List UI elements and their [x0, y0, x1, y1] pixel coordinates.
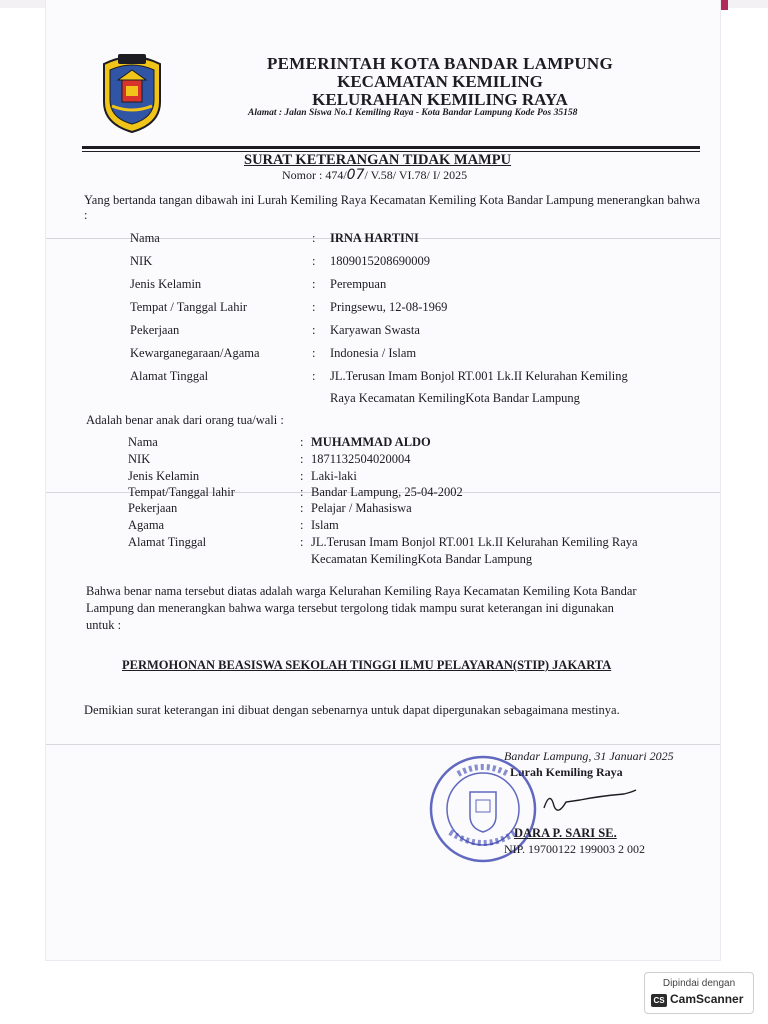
watermark-line-1: Dipindai dengan	[662, 978, 736, 989]
colon: :	[312, 254, 316, 268]
person-label: Pekerjaan	[130, 323, 180, 337]
person-value: Indonesia / Islam	[330, 346, 417, 360]
person-label: NIK	[130, 254, 153, 268]
person-value: Perempuan	[330, 277, 387, 291]
child-label: Nama	[128, 435, 158, 449]
person-label: Tempat / Tanggal Lahir	[130, 300, 248, 314]
purpose-heading: PERMOHONAN BEASISWA SEKOLAH TINGGI ILMU PELAYARAN(STIP) JAKARTA	[122, 658, 612, 672]
colon: :	[312, 231, 316, 245]
signature-name: DARA P. SARI SE.	[514, 826, 617, 840]
header-line-1: PEMERINTAH KOTA BANDAR LAMPUNG	[266, 54, 613, 73]
camscanner-logo-icon: CS	[651, 994, 667, 1007]
person-label: Kewarganegaraan/Agama	[130, 346, 260, 360]
letter-number	[282, 167, 467, 183]
child-value: JL.Terusan Imam Bonjol RT.001 Lk.II Kelurahan Kemiling Raya	[311, 535, 638, 549]
colon: :	[312, 369, 316, 383]
parent-intro: Adalah benar anak dari orang tua/wali :	[86, 413, 284, 427]
child-value: Laki-laki	[311, 469, 357, 483]
child-value: MUHAMMAD ALDO	[311, 435, 431, 449]
person-label: Jenis Kelamin	[130, 277, 202, 291]
colon: :	[300, 469, 304, 483]
colon: :	[300, 435, 304, 449]
intro-paragraph: Yang bertanda tangan dibawah ini Lurah Kemiling Raya Kecamatan Kemiling Kota Bandar Lampung menerangkan bahwa :	[84, 193, 700, 222]
child-label: NIK	[128, 452, 151, 466]
paper-fold-line	[46, 744, 720, 745]
person-value: 1809015208690009	[330, 254, 430, 268]
handwritten-signature-icon	[540, 780, 640, 820]
child-label: Tempat/Tanggal lahir	[128, 485, 235, 499]
person-value: Karyawan Swasta	[330, 323, 420, 337]
child-value: Pelajar / Mahasiswa	[311, 501, 412, 515]
camscanner-watermark	[644, 972, 754, 1014]
child-value: 1871132504020004	[311, 452, 411, 466]
signature-nip: NIP. 19700122 199003 2 002	[504, 842, 646, 856]
closing-paragraph: Demikian surat keterangan ini dibuat dengan sebenarnya untuk dapat dipergunakan sebagaimana mestinya.	[84, 703, 620, 717]
signature-place-date: Bandar Lampung, 31 Januari 2025	[504, 749, 674, 763]
header-line-3: KELURAHAN KEMILING RAYA	[312, 90, 568, 109]
colon: :	[300, 452, 304, 466]
watermark-line-2: CamScanner	[670, 992, 744, 1006]
nomor-suffix: / V.58/ VI.78/ I/ 2025	[364, 168, 468, 182]
child-label: Alamat Tinggal	[128, 535, 207, 549]
nomor-handwritten: 07	[346, 167, 365, 183]
colon: :	[300, 501, 304, 515]
letter-title: SURAT KETERANGAN TIDAK MAMPU	[244, 152, 512, 168]
child-value: Bandar Lampung, 25-04-2002	[311, 485, 463, 499]
child-label: Pekerjaan	[128, 501, 178, 515]
colon: :	[312, 277, 316, 291]
child-label: Agama	[128, 518, 165, 532]
colon: :	[312, 346, 316, 360]
signature-position: Lurah Kemiling Raya	[510, 765, 623, 779]
colon: :	[300, 518, 304, 532]
person-value-cont: Raya Kecamatan KemilingKota Bandar Lampung	[330, 391, 580, 405]
person-label: Nama	[130, 231, 160, 245]
child-value-cont: Kecamatan KemilingKota Bandar Lampung	[311, 552, 533, 566]
header-line-2: KECAMATAN KEMILING	[337, 72, 543, 91]
statement-line-3: untuk :	[86, 618, 122, 632]
header-address: Alamat : Jalan Siswa No.1 Kemiling Raya - Kota Bandar Lampung Kode Pos 35158	[248, 108, 578, 118]
nomor-prefix: Nomor : 474/	[282, 168, 347, 182]
person-value: Pringsewu, 12-08-1969	[330, 300, 448, 314]
person-value: IRNA HARTINI	[330, 231, 419, 245]
person-value: JL.Terusan Imam Bonjol RT.001 Lk.II Kelurahan Kemiling	[330, 369, 628, 383]
header-rule-thick	[82, 146, 700, 149]
child-label: Jenis Kelamin	[128, 469, 200, 483]
colon: :	[300, 535, 304, 549]
colon: :	[300, 485, 304, 499]
statement-line-2: Lampung dan menerangkan bahwa warga tersebut tergolong tidak mampu surat keterangan ini digunakan	[86, 601, 614, 615]
statement-line-1: Bahwa benar nama tersebut diatas adalah warga Kelurahan Kemiling Raya Kecamatan Kemiling Kota Bandar	[86, 584, 637, 598]
colon: :	[312, 323, 316, 337]
colon: :	[312, 300, 316, 314]
person-label: Alamat Tinggal	[130, 369, 209, 383]
city-logo-icon	[96, 50, 168, 134]
child-value: Islam	[311, 518, 339, 532]
